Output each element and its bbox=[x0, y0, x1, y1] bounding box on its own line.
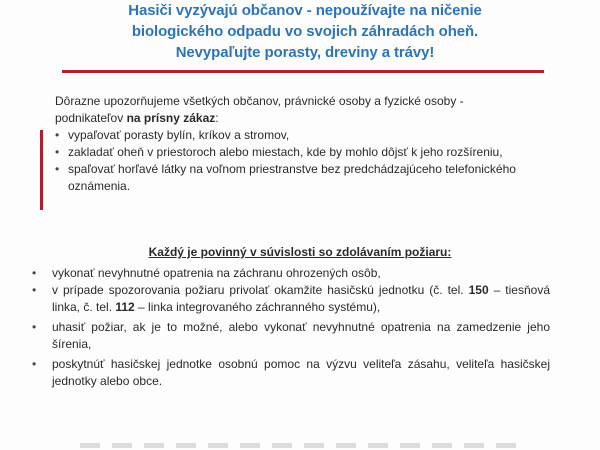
duty-2-text-a: v prípade spozorovania požiaru privolať okamžite hasičskú jednotku (č. tel. bbox=[52, 283, 469, 297]
prohibition-intro-line-1: Dôrazne upozorňujeme všetkých občanov, právnické osoby a fyzické osoby - bbox=[55, 94, 464, 108]
duties-list bbox=[38, 265, 550, 390]
duties-title: Každý je povinný v súvislosti so zdolávaním požiaru: bbox=[148, 245, 452, 259]
emergency-number-112: 112 bbox=[115, 300, 135, 314]
list-item: • poskytnúť hasičskej jednotke osobnú pomoc na výzvu veliteľa zásahu, veliteľa hasičskej jednotky alebo obce. bbox=[38, 356, 550, 390]
duties-section bbox=[38, 265, 550, 390]
list-item bbox=[38, 282, 550, 316]
list-item: • vykonať nevyhnutné opatrenia na záchranu ohrozených osôb, bbox=[38, 265, 550, 282]
headline bbox=[70, 0, 540, 63]
duty-2-text-b: – tiesňová linka, č. tel. bbox=[52, 283, 550, 314]
intro-suffix: : bbox=[215, 111, 219, 125]
list-item: • uhasiť požiar, ak je to možné, alebo vykonať nevyhnutné opatrenia na zamedzenie jeho šírenia, bbox=[38, 319, 550, 353]
headline-line-2: biologického odpadu vo svojich záhradách oheň. bbox=[131, 23, 479, 40]
red-divider bbox=[62, 70, 544, 73]
red-margin-bar bbox=[40, 130, 43, 210]
list-item: • zakladať oheň v priestoroch alebo miestach, kde by mohlo dôjsť k jeho rozšíreniu, bbox=[55, 144, 555, 161]
duty-2-text-c: – linka integrovaného záchranného systému), bbox=[134, 300, 381, 314]
list-item: • vypaľovať porasty bylín, kríkov a stromov, bbox=[55, 127, 555, 144]
headline-line-3: Nevypaľujte porasty, dreviny a trávy! bbox=[175, 44, 435, 61]
list-item: • spaľovať horľavé látky na voľnom priestranstve bez predchádzajúceho telefonického oznámenia. bbox=[55, 161, 555, 195]
intro-bold-ban: na prísny zákaz bbox=[126, 111, 216, 125]
intro-prefix: podnikateľov bbox=[55, 111, 127, 125]
headline-line-1: Hasiči vyzývajú občanov - nepoužívajte na ničenie bbox=[128, 2, 482, 19]
emergency-number-150: 150 bbox=[468, 283, 489, 297]
prohibition-intro-line-2 bbox=[55, 110, 555, 127]
prohibition-section bbox=[55, 93, 555, 195]
prohibition-list bbox=[55, 127, 555, 195]
cut-off-text-fragment bbox=[80, 443, 520, 448]
